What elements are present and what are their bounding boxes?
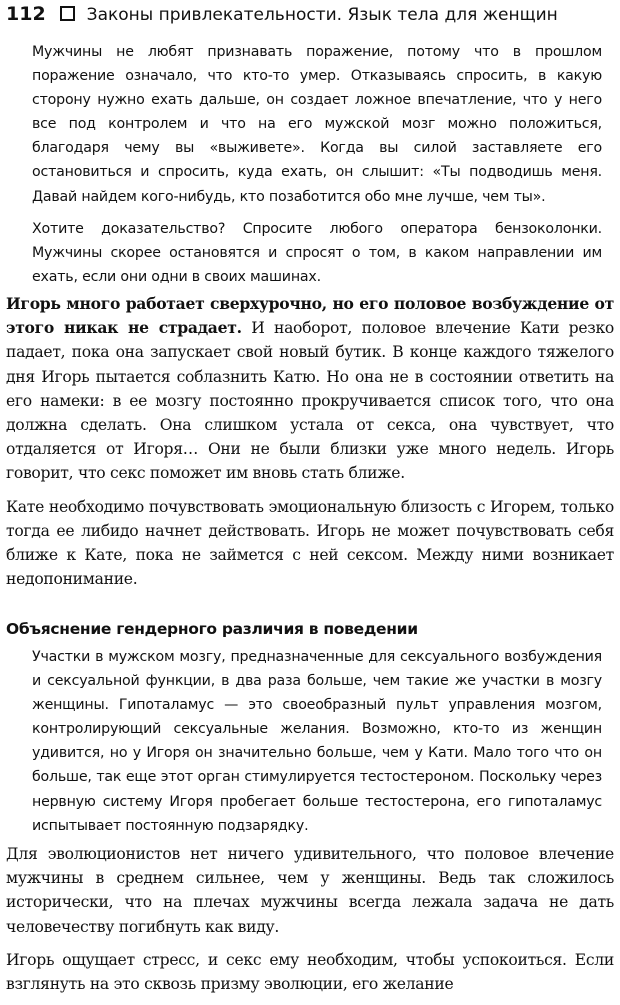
book-title: Законы привлекательности. Язык тела для женщин xyxy=(86,5,558,25)
main-text-2 xyxy=(6,842,614,1005)
main1-lead-bold: Игорь много работает сверхурочно, но его половое возбуждение от этого никак не страдает. xyxy=(6,294,614,338)
square-bullet-icon xyxy=(60,6,75,21)
main1-paragraph-2: Кате необходимо почувствовать эмоциональную близость с Игорем, только тогда ее либидо начнет действовать. Игорь не может почувствовать себя ближе к Кате, пока не займется с ней сексом. Между ними возникает недопонимание. xyxy=(6,497,614,589)
main1-paragraph-1 xyxy=(6,292,614,486)
running-header xyxy=(6,2,614,28)
section-heading: Объяснение гендерного различия в поведении xyxy=(6,620,418,638)
box2-paragraph-1: Участки в мужском мозгу, предназначенные для сексуального возбуждения и сексуальной функции, в два раза больше, чем такие же участки в мозгу женщины. Гипоталамус — это своеобразный пульт управления мозгом, контролирующий сексуальные желания. Возможно, кто-то из женщин удивится, но у Игоря он значительно больше, чем у Кати. Мало того что он больше, так еще этот орган стимулируется тестостероном. Поскольку через нервную систему Игоря пробегает больше тестостерона, его гипоталамус испытывает постоянную подзарядку. xyxy=(32,649,602,834)
page-number: 112 xyxy=(6,3,46,25)
main1-paragraph-1-text: И наоборот, половое влечение Кати резко падает, пока она запускает свой новый бутик. В конце каждого тяжелого дня Игорь пытается соблазнить Катю. Но она не в состоянии ответить на его намеки: в ее мозгу постоянно прокручивается список того, что она должна сделать. Она слишком устала от секса, она чувствует, что отдаляется от Игоря… Они не были близки уже много недель. Игорь говорит, что секс поможет им вновь стать ближе. xyxy=(6,319,614,483)
main2-paragraph-1: Для эволюционистов нет ничего удивительного, что половое влечение мужчины в среднем сильнее, чем у женщины. Ведь так сложилось исторически, что на плечах мужчины всегда лежала задача не дать человечеству погибнуть как виду. xyxy=(6,845,614,936)
main2-paragraph-2: Игорь ощущает стресс, и секс ему необходим, чтобы успокоиться. Если взглянуть на это сквозь призму эволюции, его желание xyxy=(6,950,614,994)
main-text-1 xyxy=(6,292,614,600)
sidebar-box-2 xyxy=(32,645,602,846)
box1-paragraph-1: Мужчины не любят признавать поражение, потому что в прошлом поражение означало, что кто-то умер. Отказываясь спросить, в какую сторону нужно ехать дальше, он создает ложное впечатление, что у него все под контролем и что на его мужской мозг можно положиться, благодаря чему вы «выживете». Когда вы силой заставляете его остановиться и спросить, куда ехать, он слышит: «Ты подводишь меня. Давай найдем кого-нибудь, кто позаботится обо мне лучше, чем ты». xyxy=(32,44,602,205)
sidebar-box-1 xyxy=(32,40,602,297)
box1-paragraph-2: Хотите доказательство? Спросите любого оператора бензоколонки. Мужчины скорее остановятся и спросят о том, в каком направлении им ехать, если они одни в своих машинах. xyxy=(32,220,602,285)
